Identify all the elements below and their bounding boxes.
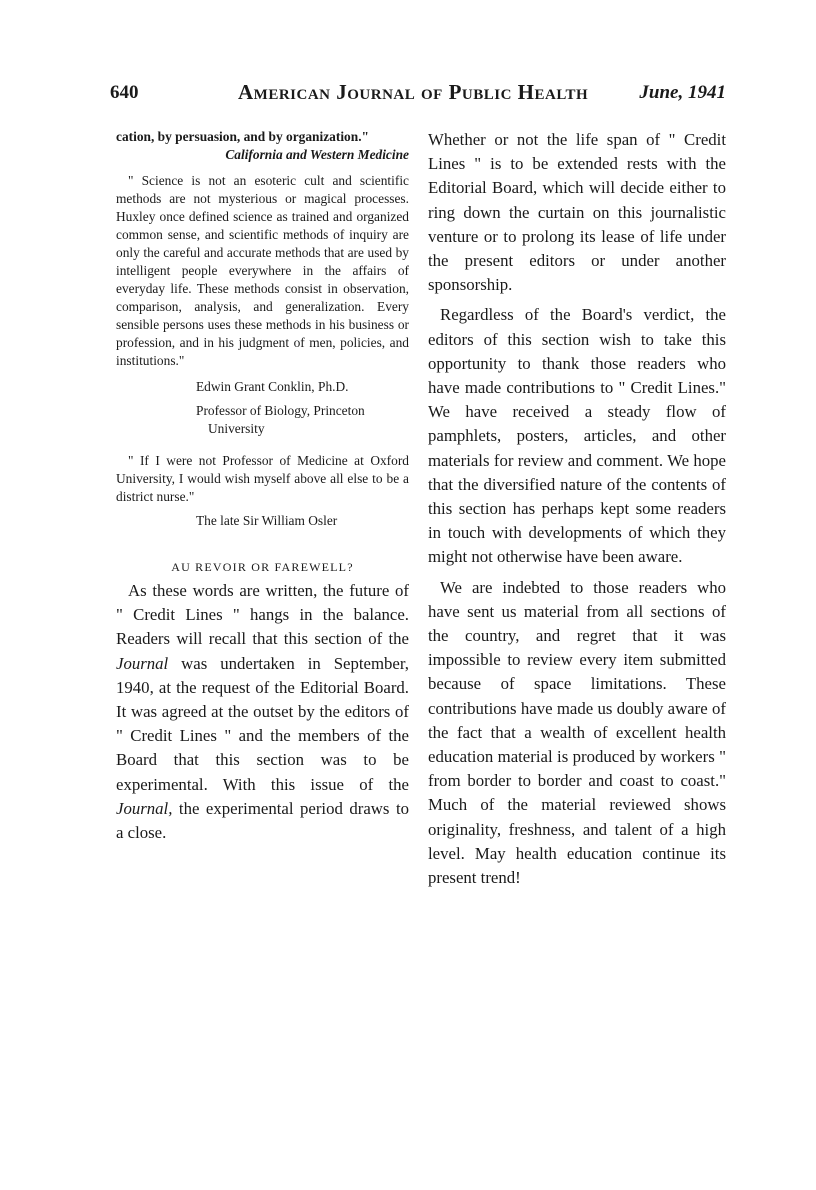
conklin-name: Edwin Grant Conklin, Ph.D. <box>196 379 349 394</box>
journal-italic-2: Journal, <box>116 798 173 818</box>
paragraph-credit-lines-future <box>116 579 409 845</box>
journal-italic-1: Journal <box>116 653 169 673</box>
issue-date: June, 1941 <box>639 82 726 103</box>
paragraph-indebted: We are indebted to those readers who have sent us material from all sections of the country, and regret that it was impossible to review every item submitted because of space limitations. These contributions have made us doubly aware of the fact that a wealth of excellent health education material is produced by workers " from border to border and coast to coast." Much of the material reviewed shows originality, freshness, and talent of a high level. May health education continue its present trend! <box>428 577 726 888</box>
para1-part-a: As these words are written, the future of " Credit Lines " hangs in the balance. Readers will recall that this section of the <box>116 581 409 649</box>
osler-quote: " If I were not Professor of Medicine at Oxford University, I would wish myself above all else to be a district nurse." <box>116 453 409 504</box>
conklin-quote: " Science is not an esoteric cult and scientific methods are not mysterious or magical processes. Huxley once defined science as trained and organized common sense, and scientific methods of inquiry are only the careful and accurate methods that are used by intelligent people everywhere in the affairs of everyday life. These methods consist in observation, comparison, analysis, and generalization. Every sensible persons uses these methods in his business or profession, and in his judgment of men, policies, and institutions." <box>116 173 409 368</box>
section-heading: AU REVOIR OR FAREWELL? <box>171 560 354 574</box>
conklin-affiliation: University <box>208 421 265 436</box>
conklin-signature <box>196 378 409 438</box>
left-column <box>116 128 409 845</box>
page-number: 640 <box>110 82 139 103</box>
continued-quote: cation, by persuasion, and by organization." <box>116 129 369 144</box>
osler-name: The late Sir William Osler <box>196 513 338 528</box>
continued-quote-source: California and Western Medicine <box>225 147 409 162</box>
journal-title: American Journal of Public Health <box>238 80 589 104</box>
conklin-title: Professor of Biology, Princeton <box>196 403 365 418</box>
paragraph-life-span: Whether or not the life span of " Credit Lines " is to be extended rests with the Editorial Board, which will decide either to ring down the curtain on this journalistic venture or to prolong its lease of life under the present editors or under another sponsorship. <box>428 130 726 295</box>
para1-part-b: was undertaken in September, 1940, at the request of the Editorial Board. It was agreed at the outset by the editors of " Credit Lines " and the members of the Board that this section was to be experimental. With this issue of the <box>116 653 409 794</box>
paragraph-thanks: Regardless of the Board's verdict, the editors of this section wish to take this opportunity to thank those readers who have made contributions to " Credit Lines." We have received a steady flow of pamphlets, posters, articles, and other materials for review and comment. We hope that the diversified nature of the contents of this section has perhaps kept some readers in touch with developments of which they might not otherwise have been aware. <box>428 305 726 567</box>
right-column <box>428 128 726 890</box>
para1-part-c: the experimental period draws to a close. <box>116 798 409 843</box>
osler-signature <box>196 512 409 530</box>
running-header <box>110 80 726 112</box>
